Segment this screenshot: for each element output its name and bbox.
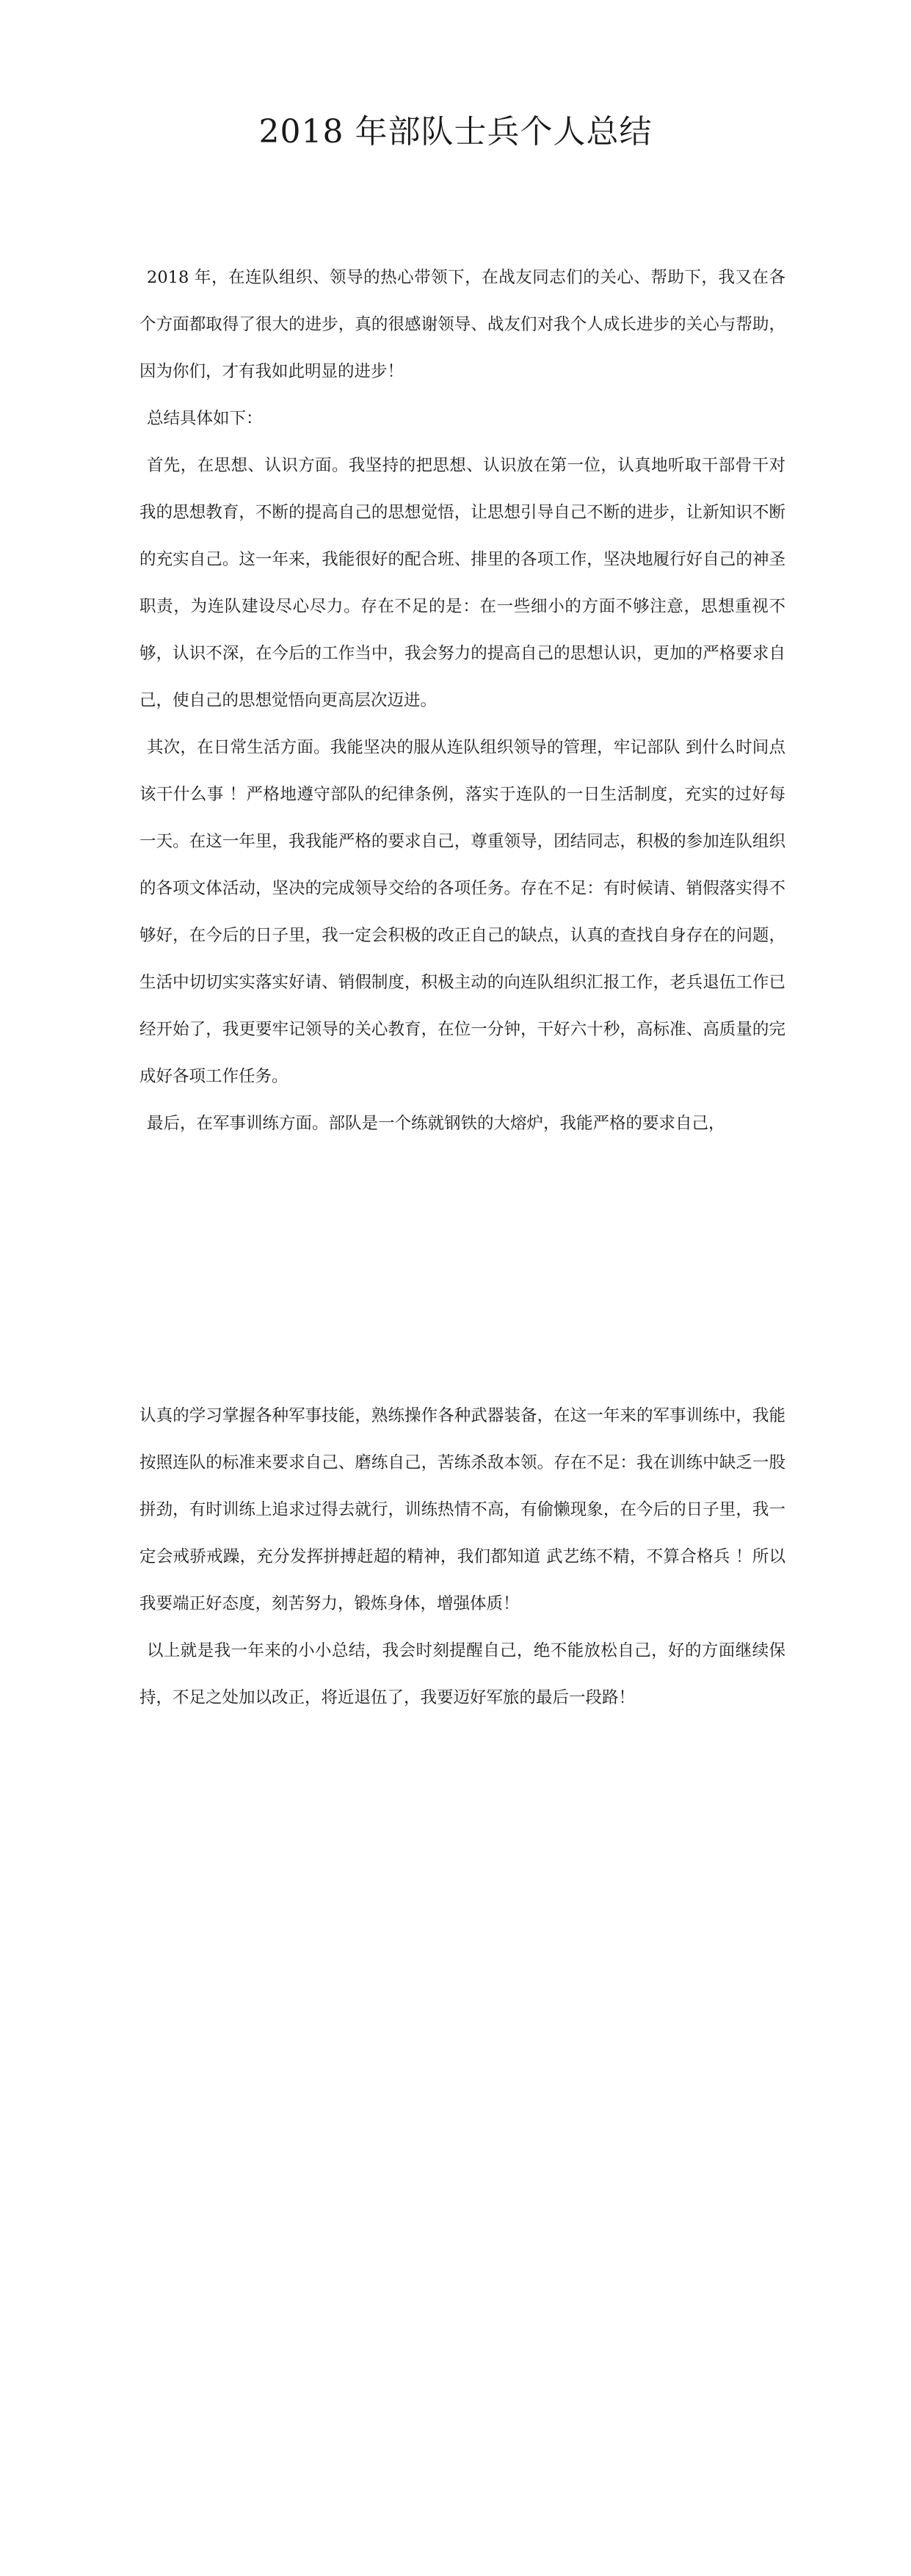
body-section-2: [139, 1392, 785, 1721]
paragraph-training-continued: 认真的学习掌握各种军事技能，熟练操作各种武器装备，在这一年来的军事训练中，我能按照连队的标准来要求自己、磨练自己，苦练杀敌本领。存在不足：我在训练中缺乏一股拼劲，有时训练上追求过得去就行，训练热情不高，有偷懒现象，在今后的日子里，我一定会戒骄戒躁，充分发挥拼搏赶超的精神，我们都知道 武艺练不精，不算合格兵 ！所以我要端正好态度，刻苦努力，锻炼身体，增强体质！: [139, 1406, 785, 1613]
body-section-1: [139, 254, 785, 1147]
paragraph-training-start: 最后，在军事训练方面。部队是一个练就钢铁的大熔炉，我能严格的要求自己，: [147, 1114, 725, 1133]
paragraph-intro: 2018 年，在连队组织、领导的热心带领下，在战友同志们的关心、帮助下，我又在各个方面都取得了很大的进步，真的很感谢领导、战友们对我个人成长进步的关心与帮助，因为你们，才有我如此明显的进步！: [139, 268, 785, 381]
paragraph-summary-heading: 总结具体如下：: [147, 409, 263, 428]
paragraph-thought: 首先，在思想、认识方面。我坚持的把思想、认识放在第一位，认真地听取干部骨干对我的思想教育，不断的提高自己的思想觉悟，让思想引导自己不断的进步，让新知识不断的充实自己。这一年来，我能很好的配合班、排里的各项工作，坚决地履行好自己的神圣职责，为连队建设尽心尽力。存在不足的是：在一些细小的方面不够注意，思想重视不够，认识不深，在今后的工作当中，我会努力的提高自己的思想认识，更加的严格要求自己，使自己的思想觉悟向更高层次迈进。: [139, 456, 785, 710]
document-title: 2018 年部队士兵个人总结: [258, 113, 653, 151]
paragraph-conclusion: 以上就是我一年来的小小总结，我会时刻提醒自己，绝不能放松自己，好的方面继续保持，不足之处加以改正，将近退伍了，我要迈好军旅的最后一段路！: [139, 1641, 785, 1707]
paragraph-daily-life: 其次，在日常生活方面。我能坚决的服从连队组织领导的管理，牢记部队 到什么时间点该干什么事 ！严格地遵守部队的纪律条例，落实于连队的一日生活制度，充实的过好每一天。在这一年里，我我能严格的要求自己，尊重领导，团结同志，积极的参加连队组织的各项文体活动，坚决的完成领导交给的各项任务。存在不足：有时候请、销假落实得不够好，在今后的日子里，我一定会积极的改正自己的缺点，认真的查找自身存在的问题，生活中切切实实落实好请、销假制度，积极主动的向连队组织汇报工作，老兵退伍工作已经开始了，我更要牢记领导的关心教育，在位一分钟，干好六十秒，高标准、高质量的完成好各项工作任务。: [139, 738, 785, 1086]
